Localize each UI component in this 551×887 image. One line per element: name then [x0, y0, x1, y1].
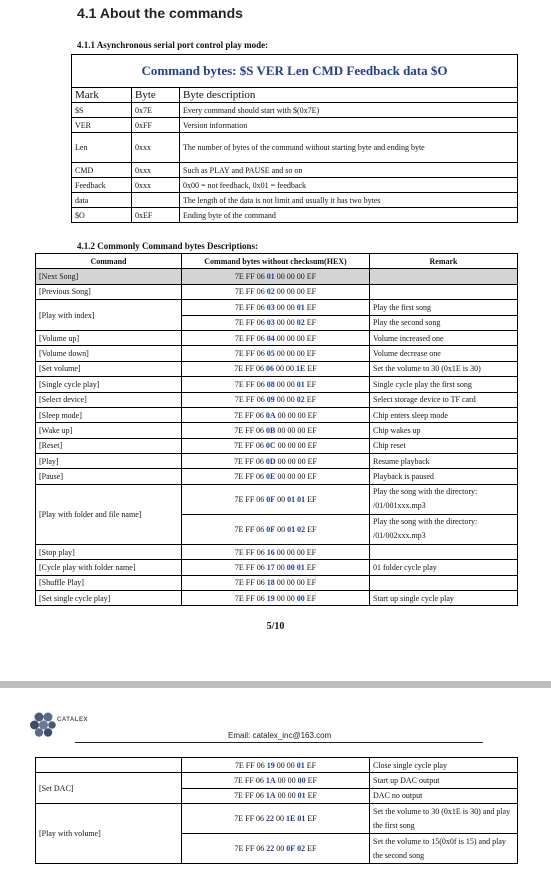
- table-row: [36, 544, 518, 559]
- hex-bytes-cell: [182, 788, 370, 803]
- command-cell: [Play]: [36, 454, 182, 469]
- remark-cell: Chip reset: [370, 438, 518, 453]
- hex-text: 7E FF 06: [234, 364, 267, 374]
- hex-highlight: 03: [266, 302, 275, 312]
- remark-cell: Single cycle play the first song: [370, 377, 518, 392]
- hex-highlight: 00: [296, 593, 305, 603]
- mark-cell: data: [72, 193, 132, 208]
- hex-highlight: 01: [297, 791, 306, 801]
- command-cell: [Set DAC]: [36, 773, 182, 804]
- byte-cell: 0xEF: [132, 208, 180, 223]
- table-row: [72, 103, 518, 118]
- mark-cell: VER: [72, 118, 132, 133]
- hex-highlight: 04: [266, 333, 275, 343]
- remark-cell: [370, 269, 518, 284]
- hex-text: 00 00: [274, 302, 297, 312]
- hex-text: 7E FF 06: [234, 593, 267, 603]
- table-row: [36, 284, 518, 299]
- remark-cell: Play the song with the directory: /01/002xxx.mp3: [370, 514, 518, 544]
- hex-text: 7E FF 06: [234, 760, 267, 770]
- command-cell: [Volume down]: [36, 346, 182, 361]
- table-row: [36, 484, 518, 514]
- hex-text: 00 00 00 EF: [275, 425, 317, 435]
- section-title: 4.1 About the commands: [77, 5, 243, 21]
- hex-bytes-cell: [182, 804, 370, 834]
- description-cell: Ending byte of the command: [180, 208, 518, 223]
- hex-highlight: 09: [266, 395, 275, 405]
- remark-cell: 01 folder cycle play: [370, 560, 518, 575]
- table-caption: Command bytes: $S VER Len CMD Feedback data $O: [72, 55, 518, 88]
- hex-text: 7E FF 06: [234, 287, 267, 297]
- hex-highlight: 0A: [265, 410, 276, 420]
- subsection-title-1: 4.1.1 Asynchronous serial port control play mode:: [77, 40, 269, 50]
- command-list-table: [35, 253, 518, 606]
- hex-text: 00: [275, 524, 288, 534]
- hexagon-cluster-logo-icon: [30, 711, 56, 737]
- hex-text: 00 00 00 EF: [275, 472, 317, 482]
- hex-highlight: 02: [296, 395, 305, 405]
- table-row: [36, 377, 518, 392]
- table-row: [36, 269, 518, 284]
- hex-bytes-cell: [182, 392, 370, 407]
- remark-cell: Play the second song: [370, 315, 518, 330]
- hex-highlight: 17: [266, 562, 275, 572]
- hex-text: EF: [304, 593, 317, 603]
- mark-cell: CMD: [72, 163, 132, 178]
- hex-highlight: 0D: [265, 456, 276, 466]
- command-structure-table: [71, 54, 518, 223]
- hex-text: 00 00 00 EF: [275, 456, 317, 466]
- hex-text: 00 00: [274, 760, 297, 770]
- description-cell: The number of bytes of the command without starting byte and ending byte: [180, 133, 518, 163]
- hex-text: 7E FF 06: [234, 379, 267, 389]
- hex-highlight: 02: [296, 318, 305, 328]
- hex-text: 00 00 00 EF: [274, 578, 317, 588]
- hex-bytes-cell: [182, 575, 370, 590]
- table-row: [36, 423, 518, 438]
- byte-cell: 0xxx: [132, 133, 180, 163]
- table-row: [36, 300, 518, 315]
- hex-bytes-cell: [182, 469, 370, 484]
- remark-cell: Set the volume to 15(0x0f is 15) and play the second song: [370, 834, 518, 864]
- hex-bytes-cell: [182, 438, 370, 453]
- hex-highlight: 22: [266, 844, 275, 854]
- command-cell: [Wake up]: [36, 423, 182, 438]
- hex-text: 7E FF 06: [234, 578, 267, 588]
- hex-highlight: 01: [297, 814, 306, 824]
- command-cell: [Pause]: [36, 469, 182, 484]
- hex-highlight: 08: [266, 379, 275, 389]
- hex-text: 00 00: [275, 776, 298, 786]
- hex-highlight: 06: [266, 364, 275, 374]
- hex-highlight: 0C: [265, 441, 276, 451]
- table-row: [36, 392, 518, 407]
- hex-text: 00 00: [275, 791, 298, 801]
- table-row: [72, 178, 518, 193]
- hex-text: 7E FF 06: [234, 494, 267, 504]
- description-cell: The length of the data is not limit and usually it has two bytes: [180, 193, 518, 208]
- table-row: [72, 133, 518, 163]
- mark-cell: Feedback: [72, 178, 132, 193]
- command-cell: [Sleep mode]: [36, 407, 182, 422]
- hex-highlight: 19: [266, 593, 275, 603]
- hex-bytes-cell: [182, 284, 370, 299]
- mark-cell: $O: [72, 208, 132, 223]
- column-header: Mark: [72, 88, 132, 103]
- hex-text: 00 00 00 EF: [274, 333, 317, 343]
- hex-text: EF: [305, 776, 317, 786]
- hex-text: 00 00: [274, 395, 297, 405]
- hex-text: 7E FF 06: [234, 272, 267, 282]
- hex-highlight: 01: [296, 760, 305, 770]
- command-cell: [Next Song]: [36, 269, 182, 284]
- command-cell: [Set volume]: [36, 361, 182, 376]
- hex-bytes-cell: [182, 377, 370, 392]
- hex-text: 00 00: [274, 379, 297, 389]
- hex-highlight: 01: [287, 494, 296, 504]
- hex-text: 7E FF 06: [234, 302, 267, 312]
- hex-text: 7E FF 06: [234, 814, 267, 824]
- description-cell: 0x00 = not feedback, 0x01 = feedback: [180, 178, 518, 193]
- table-row: [72, 118, 518, 133]
- command-cell: [Play with folder and file name]: [36, 484, 182, 544]
- subsection-title-2: 4.1.2 Commonly Command bytes Descriptions:: [77, 241, 258, 251]
- hex-highlight: 0F: [266, 494, 276, 504]
- hex-text: 00 00 00 EF: [275, 441, 317, 451]
- hex-bytes-cell: [182, 484, 370, 514]
- hex-text: 7E FF 06: [234, 844, 267, 854]
- contact-email: Email: catalex_inc@163.com: [228, 731, 332, 740]
- command-cell: [Play with volume]: [36, 804, 182, 864]
- byte-cell: 0x7E: [132, 103, 180, 118]
- hex-text: EF: [304, 760, 317, 770]
- mark-cell: Len: [72, 133, 132, 163]
- hex-bytes-cell: [182, 330, 370, 345]
- hex-text: 7E FF 06: [234, 472, 267, 482]
- hex-bytes-cell: [182, 361, 370, 376]
- description-cell: Every command should start with $(0x7E): [180, 103, 518, 118]
- hex-text: EF: [304, 379, 317, 389]
- hex-text: 7E FF 06: [234, 524, 267, 534]
- command-cell: [Volume up]: [36, 330, 182, 345]
- command-cell: [Set single cycle play]: [36, 591, 182, 606]
- command-cell: [Single cycle play]: [36, 377, 182, 392]
- byte-cell: [132, 193, 180, 208]
- hex-highlight: 22: [266, 814, 275, 824]
- table-row: [36, 454, 518, 469]
- hex-bytes-cell: [182, 758, 370, 773]
- remark-cell: Set the volume to 30 (0x1E is 30) and play the first song: [370, 804, 518, 834]
- hex-text: 7E FF 06: [234, 791, 266, 801]
- hex-text: 7E FF 06: [234, 410, 266, 420]
- hex-highlight: 1A: [265, 776, 276, 786]
- remark-cell: Play the first song: [370, 300, 518, 315]
- hex-text: 00: [275, 494, 288, 504]
- hex-bytes-cell: [182, 560, 370, 575]
- hex-highlight: 0F: [286, 844, 296, 854]
- remark-cell: Volume increased one: [370, 330, 518, 345]
- table-row: [72, 163, 518, 178]
- remark-cell: Close single cycle play: [370, 758, 518, 773]
- hex-bytes-cell: [182, 773, 370, 788]
- remark-cell: Start up DAC output: [370, 773, 518, 788]
- hex-highlight: 0E: [266, 472, 276, 482]
- brand-name: CATALEX: [57, 717, 88, 723]
- command-cell: [Reset]: [36, 438, 182, 453]
- column-header: Command bytes without checksum(HEX): [182, 254, 370, 269]
- hex-highlight: 00: [297, 776, 306, 786]
- page-divider: [0, 681, 551, 688]
- hex-highlight: 1A: [265, 791, 276, 801]
- hex-text: EF: [305, 364, 317, 374]
- hex-text: 00 00: [274, 318, 297, 328]
- hex-text: 7E FF 06: [234, 547, 267, 557]
- remark-cell: [370, 284, 518, 299]
- hex-bytes-cell: [182, 346, 370, 361]
- hex-text: 7E FF 06: [234, 395, 267, 405]
- hex-text: EF: [304, 395, 317, 405]
- hex-highlight: 01: [266, 272, 275, 282]
- hex-highlight: 02: [297, 524, 306, 534]
- hex-highlight: 19: [266, 760, 275, 770]
- column-header: Byte description: [180, 88, 518, 103]
- remark-cell: DAC no output: [370, 788, 518, 803]
- table-row: [36, 560, 518, 575]
- table-row: [36, 758, 518, 773]
- hex-bytes-cell: [182, 454, 370, 469]
- command-cell: [Stop play]: [36, 544, 182, 559]
- hex-text: 00 00 00 EF: [275, 410, 317, 420]
- hex-bytes-cell: [182, 544, 370, 559]
- hex-bytes-cell: [182, 269, 370, 284]
- column-header: Remark: [370, 254, 518, 269]
- command-cell: [36, 758, 182, 773]
- hex-highlight: 00: [286, 562, 295, 572]
- table-row: [36, 773, 518, 788]
- command-cell: [Previous Song]: [36, 284, 182, 299]
- hex-bytes-cell: [182, 514, 370, 544]
- hex-text: 00 00 00 EF: [274, 272, 317, 282]
- command-list-table-continued: [35, 757, 518, 864]
- hex-text: 7E FF 06: [234, 776, 266, 786]
- header-rule: [75, 742, 483, 743]
- hex-highlight: 03: [266, 318, 275, 328]
- hex-bytes-cell: [182, 591, 370, 606]
- hex-highlight: 0F: [266, 524, 276, 534]
- column-header: Command: [36, 254, 182, 269]
- description-cell: Version information: [180, 118, 518, 133]
- hex-text: 7E FF 06: [234, 318, 267, 328]
- remark-cell: Playback is paused: [370, 469, 518, 484]
- table-row: [36, 804, 518, 834]
- byte-cell: 0xFF: [132, 118, 180, 133]
- column-header: Byte: [132, 88, 180, 103]
- byte-cell: 0xxx: [132, 178, 180, 193]
- hex-text: 00 00 00 EF: [274, 287, 317, 297]
- remark-cell: Chip enters sleep mode: [370, 407, 518, 422]
- hex-text: EF: [304, 318, 317, 328]
- hex-text: 00 00 00 EF: [274, 547, 317, 557]
- hex-highlight: 05: [266, 349, 275, 359]
- hex-text: EF: [305, 494, 317, 504]
- hex-highlight: 01: [296, 379, 305, 389]
- hex-bytes-cell: [182, 834, 370, 864]
- table-row: [36, 361, 518, 376]
- remark-cell: Resume playback: [370, 454, 518, 469]
- hex-text: EF: [305, 814, 317, 824]
- remark-cell: Play the song with the directory: /01/001xxx.mp3: [370, 484, 518, 514]
- page-number: 5/10: [266, 621, 285, 632]
- remark-cell: Set the volume to 30 (0x1E is 30): [370, 361, 518, 376]
- table-row: [72, 208, 518, 223]
- hex-text: 7E FF 06: [234, 333, 267, 343]
- table-row: [36, 591, 518, 606]
- hex-highlight: 1E: [296, 364, 306, 374]
- hex-text: EF: [305, 844, 317, 854]
- hex-text: EF: [304, 302, 317, 312]
- hex-text: EF: [304, 562, 317, 572]
- remark-cell: [370, 544, 518, 559]
- hex-highlight: 18: [266, 578, 275, 588]
- hex-text: 7E FF 06: [234, 441, 266, 451]
- remark-cell: Start up single cycle play: [370, 591, 518, 606]
- table-row: [36, 438, 518, 453]
- hex-text: 00: [274, 814, 287, 824]
- hex-text: EF: [305, 791, 317, 801]
- command-cell: [Cycle play with folder name]: [36, 560, 182, 575]
- hex-text: 00: [274, 562, 287, 572]
- hex-highlight: 02: [297, 844, 306, 854]
- mark-cell: $S: [72, 103, 132, 118]
- hex-text: EF: [305, 524, 317, 534]
- hex-text: 00: [274, 844, 287, 854]
- hex-bytes-cell: [182, 407, 370, 422]
- remark-cell: [370, 575, 518, 590]
- hex-bytes-cell: [182, 423, 370, 438]
- command-cell: [Play with index]: [36, 300, 182, 331]
- table-row: [72, 193, 518, 208]
- hex-text: 7E FF 06: [234, 562, 267, 572]
- hex-text: 00 00 00 EF: [274, 349, 317, 359]
- hex-text: 00 00: [274, 593, 297, 603]
- table-row: [36, 469, 518, 484]
- table-row: [36, 330, 518, 345]
- hex-text: 7E FF 06: [234, 349, 267, 359]
- hex-highlight: 16: [266, 547, 275, 557]
- hex-text: 00 00: [274, 364, 297, 374]
- description-cell: Such as PLAY and PAUSE and so on: [180, 163, 518, 178]
- remark-cell: Chip wakes up: [370, 423, 518, 438]
- table-row: [36, 407, 518, 422]
- hex-highlight: 1E: [286, 814, 296, 824]
- remark-cell: Select storage device to TF card: [370, 392, 518, 407]
- hex-highlight: 02: [266, 287, 275, 297]
- hex-highlight: 01: [296, 562, 305, 572]
- command-cell: [Select device]: [36, 392, 182, 407]
- hex-text: 7E FF 06: [234, 425, 267, 435]
- hex-highlight: 01: [297, 494, 306, 504]
- hex-bytes-cell: [182, 300, 370, 315]
- hex-text: 7E FF 06: [234, 456, 266, 466]
- hex-highlight: 0B: [266, 425, 276, 435]
- hex-highlight: 01: [287, 524, 296, 534]
- command-cell: [Shuffle Play]: [36, 575, 182, 590]
- hex-bytes-cell: [182, 315, 370, 330]
- table-row: [36, 575, 518, 590]
- byte-cell: 0xxx: [132, 163, 180, 178]
- remark-cell: Volume decrease one: [370, 346, 518, 361]
- hex-highlight: 01: [296, 302, 305, 312]
- table-row: [36, 346, 518, 361]
